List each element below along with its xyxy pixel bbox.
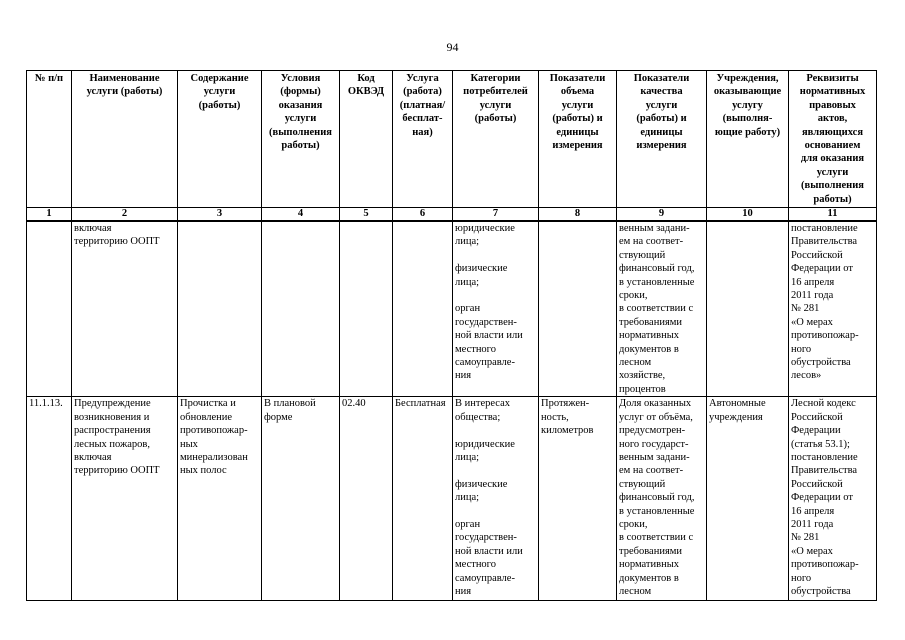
table-row <box>27 397 877 601</box>
paid-free-cell: Бесплатная <box>393 397 453 601</box>
column-number: 10 <box>707 208 789 222</box>
header-cell: Наименование услуги (работы) <box>72 71 178 208</box>
page-number: 94 <box>446 40 459 54</box>
column-number: 7 <box>453 208 539 222</box>
header-row <box>27 71 877 208</box>
column-number: 1 <box>27 208 72 222</box>
consumer-categories-cell: юридические лица; физические лица; орган государствен- ной власти или местного самоуправле- ния <box>453 221 539 397</box>
institutions-cell: Автономные учреждения <box>707 397 789 601</box>
volume-indicators-cell <box>539 221 617 397</box>
service-name-cell: включая территорию ООПТ <box>72 221 178 397</box>
consumer-categories-cell: В интересах общества; юридические лица; физические лица; орган государствен- ной власти или местного самоуправле- ния <box>453 397 539 601</box>
column-number: 4 <box>262 208 340 222</box>
service-content-cell <box>178 221 262 397</box>
header-cell: Содержание услуги (работы) <box>178 71 262 208</box>
quality-indicators-cell: венным задани- ем на соответ- ствующий финансовый год, в установленные сроки, в соответствии с требованиями нормативных документов в лесном хозяйстве, процентов <box>617 221 707 397</box>
column-number: 8 <box>539 208 617 222</box>
column-number: 5 <box>340 208 393 222</box>
column-number: 9 <box>617 208 707 222</box>
service-content-cell: Прочистка и обновление противопожар- ных минерализован ных полос <box>178 397 262 601</box>
quality-indicators-cell: Доля оказанных услуг от объёма, предусмотрен- ного государст- венным задани- ем на соответ- ствующий финансовый год, в установленные сроки, в соответствии с требованиями нормативных документов в лесном <box>617 397 707 601</box>
legal-acts-cell: Лесной кодекс Российской Федерации (статья 53.1); постановление Правительства Российской Федерации от 16 апреля 2011 года № 281 «О мерах противопожар- ного обустройства <box>789 397 877 601</box>
paid-free-cell <box>393 221 453 397</box>
header-cell: Категории потребителей услуги (работы) <box>453 71 539 208</box>
legal-acts-cell: постановление Правительства Российской Федерации от 16 апреля 2011 года № 281 «О мерах противопожар- ного обустройства лесов» <box>789 221 877 397</box>
table-row <box>27 221 877 397</box>
institutions-cell <box>707 221 789 397</box>
service-name-cell: Предупреждение возникновения и распространения лесных пожаров, включая территорию ООПТ <box>72 397 178 601</box>
services-table <box>26 70 877 601</box>
header-cell: Условия (формы) оказания услуги (выполнения работы) <box>262 71 340 208</box>
header-cell: Показатели качества услуги (работы) и единицы измерения <box>617 71 707 208</box>
header-cell: Реквизиты нормативных правовых актов, являющихся основанием для оказания услуги (выполнения работы) <box>789 71 877 208</box>
row-number-cell: 11.1.13. <box>27 397 72 601</box>
conditions-cell: В плановой форме <box>262 397 340 601</box>
okved-cell: 02.40 <box>340 397 393 601</box>
volume-indicators-cell: Протяжен- ность, километров <box>539 397 617 601</box>
row-number-cell <box>27 221 72 397</box>
header-cell: Услуга (работа) (платная/ бесплат- ная) <box>393 71 453 208</box>
conditions-cell <box>262 221 340 397</box>
column-number: 11 <box>789 208 877 222</box>
column-number: 3 <box>178 208 262 222</box>
header-cell: Учреждения, оказывающие услугу (выполня- ющие работу) <box>707 71 789 208</box>
header-cell: Код ОКВЭД <box>340 71 393 208</box>
okved-cell <box>340 221 393 397</box>
column-number: 6 <box>393 208 453 222</box>
header-cell: Показатели объема услуги (работы) и единицы измерения <box>539 71 617 208</box>
column-number: 2 <box>72 208 178 222</box>
column-number-row <box>27 208 877 222</box>
header-cell: № п/п <box>27 71 72 208</box>
